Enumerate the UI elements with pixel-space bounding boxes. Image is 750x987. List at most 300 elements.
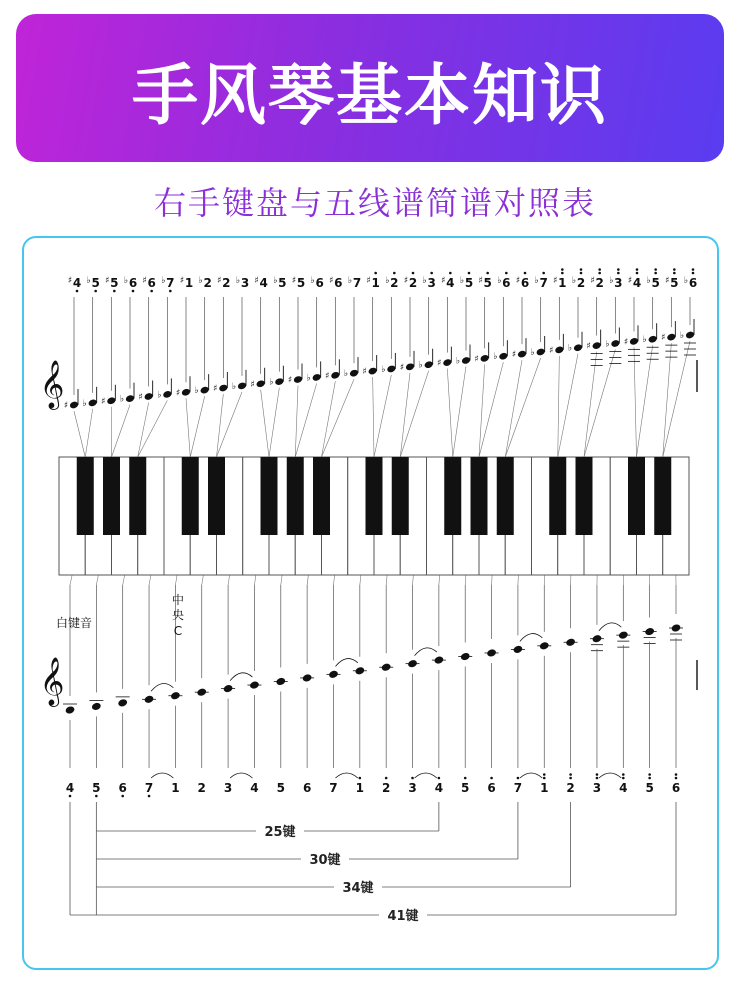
key-connector bbox=[74, 411, 85, 457]
octave-dot bbox=[385, 777, 388, 780]
key-connector bbox=[492, 575, 493, 585]
jianpu-number: 1 bbox=[355, 781, 365, 795]
note-accidental: ♯ bbox=[437, 358, 442, 369]
key-connector bbox=[558, 356, 560, 457]
accidental-label: ♯ bbox=[553, 276, 558, 286]
treble-clef-bottom-icon: 𝄞 bbox=[39, 656, 65, 705]
note-head bbox=[498, 352, 508, 361]
octave-dot bbox=[675, 777, 678, 780]
middle-c-label-3: C bbox=[173, 624, 183, 638]
jianpu-number: 2 bbox=[203, 276, 212, 290]
octave-dot bbox=[69, 795, 72, 798]
accidental-label: ♭ bbox=[347, 276, 353, 286]
key-connector bbox=[138, 403, 149, 457]
key-connector bbox=[228, 575, 230, 585]
tie-arc bbox=[520, 773, 542, 778]
accidental-label: ♭ bbox=[273, 276, 278, 286]
note-head bbox=[648, 335, 658, 344]
accidental-label: ♯ bbox=[441, 276, 446, 286]
jianpu-number: 5 bbox=[276, 781, 285, 795]
jianpu-number: 3 bbox=[614, 276, 623, 290]
octave-dot bbox=[121, 795, 124, 798]
jianpu-number: 5 bbox=[464, 276, 474, 290]
note-head bbox=[610, 339, 620, 348]
accidental-label: ♯ bbox=[329, 276, 334, 286]
octave-dot bbox=[449, 272, 452, 275]
jianpu-number: 5 bbox=[92, 781, 101, 795]
note-accidental: ♯ bbox=[213, 384, 218, 395]
jianpu-number: 4 bbox=[632, 276, 642, 290]
black-key bbox=[103, 457, 120, 535]
note-accidental: ♭ bbox=[567, 343, 573, 354]
octave-dot bbox=[517, 777, 520, 780]
jianpu-number: 5 bbox=[651, 276, 660, 290]
note-head bbox=[88, 398, 98, 407]
key-connector bbox=[505, 360, 522, 457]
note-accidental: ♯ bbox=[287, 375, 293, 386]
accidental-label: ♭ bbox=[422, 276, 427, 286]
note-head bbox=[405, 362, 415, 371]
accidental-label: ♭ bbox=[123, 276, 129, 286]
treble-clef-top-icon: 𝄞 bbox=[39, 359, 65, 408]
black-key bbox=[208, 457, 225, 535]
key-connector bbox=[374, 375, 391, 457]
black-key bbox=[287, 457, 304, 535]
note-head bbox=[293, 375, 303, 384]
octave-dot bbox=[486, 272, 489, 275]
accidental-label: ♭ bbox=[161, 276, 166, 286]
accidental-label: ♯ bbox=[67, 276, 73, 286]
jianpu-number: 7 bbox=[352, 276, 362, 290]
octave-dot bbox=[542, 272, 545, 275]
octave-dot bbox=[94, 290, 97, 293]
note-accidental: ♭ bbox=[269, 377, 274, 388]
black-key bbox=[129, 457, 146, 535]
jianpu-number: 3 bbox=[592, 781, 602, 795]
note-accidental: ♯ bbox=[511, 350, 517, 361]
octave-dot bbox=[617, 268, 620, 271]
jianpu-number: 6 bbox=[147, 276, 156, 290]
accidental-label: ♯ bbox=[142, 276, 147, 286]
octave-dot bbox=[692, 272, 695, 275]
jianpu-number: 2 bbox=[408, 276, 418, 290]
octave-dot bbox=[648, 777, 651, 780]
jianpu-number: 6 bbox=[487, 781, 496, 795]
note-head bbox=[91, 702, 102, 711]
jianpu-number: 5 bbox=[645, 781, 654, 795]
key-connector bbox=[254, 575, 255, 585]
tie-arc bbox=[230, 773, 252, 778]
octave-dot bbox=[148, 795, 151, 798]
key-connector bbox=[123, 575, 125, 585]
slur-arc bbox=[335, 659, 357, 667]
octave-dot bbox=[569, 777, 572, 780]
tie-arc bbox=[151, 773, 173, 778]
jianpu-number: 1 bbox=[558, 276, 567, 290]
key-connector bbox=[307, 575, 308, 585]
octave-dot bbox=[412, 272, 415, 275]
jianpu-number: 2 bbox=[576, 276, 586, 290]
key-connector bbox=[413, 575, 414, 585]
key-connector bbox=[112, 405, 131, 457]
key-connector bbox=[261, 390, 269, 457]
key-connector bbox=[479, 364, 485, 457]
note-head bbox=[442, 358, 452, 367]
jianpu-number: 2 bbox=[566, 781, 575, 795]
octave-dot bbox=[596, 773, 599, 776]
accidental-label: ♭ bbox=[86, 276, 91, 286]
octave-dot bbox=[76, 290, 79, 293]
note-accidental: ♯ bbox=[661, 333, 666, 344]
octave-dot bbox=[169, 290, 172, 293]
jianpu-number: 7 bbox=[144, 781, 154, 795]
note-head bbox=[312, 373, 322, 382]
key-connector bbox=[634, 347, 637, 457]
jianpu-number: 1 bbox=[171, 781, 180, 795]
octave-dot bbox=[673, 268, 676, 271]
accidental-label: ♯ bbox=[478, 276, 483, 286]
note-head bbox=[629, 337, 639, 346]
jianpu-number: 1 bbox=[184, 276, 194, 290]
black-key bbox=[471, 457, 488, 535]
octave-dot bbox=[654, 272, 657, 275]
key-connector bbox=[175, 575, 177, 585]
jianpu-number: 1 bbox=[371, 276, 380, 290]
black-key bbox=[497, 457, 514, 535]
note-accidental: ♭ bbox=[679, 331, 685, 341]
note-head bbox=[480, 354, 490, 363]
note-accidental: ♯ bbox=[474, 354, 479, 365]
note-head bbox=[237, 381, 247, 390]
slur-arc bbox=[151, 683, 173, 691]
jianpu-number: 6 bbox=[302, 781, 312, 795]
octave-dot bbox=[569, 773, 572, 776]
octave-dot bbox=[393, 272, 396, 275]
key-connector bbox=[558, 354, 578, 457]
black-key bbox=[261, 457, 278, 535]
accidental-label: ♯ bbox=[403, 276, 409, 286]
octave-dot bbox=[505, 272, 508, 275]
octave-dot bbox=[622, 773, 625, 776]
octave-dot bbox=[411, 777, 414, 780]
accidental-label: ♭ bbox=[683, 276, 689, 286]
key-range-label: 30键 bbox=[309, 853, 341, 868]
jianpu-number: 7 bbox=[513, 781, 523, 795]
key-connector bbox=[149, 575, 151, 585]
accidental-label: ♭ bbox=[235, 276, 241, 286]
key-range-label: 25键 bbox=[264, 825, 296, 840]
key-range-label: 41键 bbox=[387, 909, 419, 924]
key-connector bbox=[373, 377, 374, 457]
black-key bbox=[313, 457, 330, 535]
key-connector bbox=[269, 388, 279, 457]
jianpu-number: 3 bbox=[408, 781, 417, 795]
octave-dot bbox=[675, 773, 678, 776]
note-head bbox=[573, 343, 583, 352]
note-accidental: ♭ bbox=[493, 352, 498, 363]
jianpu-number: 5 bbox=[461, 781, 470, 795]
note-accidental: ♯ bbox=[623, 337, 629, 348]
jianpu-number: 6 bbox=[520, 276, 530, 290]
black-key bbox=[366, 457, 383, 535]
note-accidental: ♭ bbox=[530, 347, 535, 358]
banner-title: 手风琴基本知识 bbox=[132, 57, 608, 134]
key-connector bbox=[465, 575, 466, 585]
note-head bbox=[162, 390, 172, 399]
accidental-label: ♭ bbox=[198, 276, 203, 286]
octave-dot bbox=[580, 268, 583, 271]
note-accidental: ♭ bbox=[381, 364, 386, 375]
octave-dot bbox=[132, 290, 135, 293]
jianpu-number: 5 bbox=[670, 276, 679, 290]
note-accidental: ♯ bbox=[586, 341, 591, 352]
note-head bbox=[256, 379, 266, 388]
octave-dot bbox=[464, 777, 467, 780]
black-key bbox=[576, 457, 593, 535]
key-range-label: 34键 bbox=[342, 881, 374, 896]
black-key bbox=[444, 457, 461, 535]
jianpu-number: 4 bbox=[619, 781, 628, 795]
octave-dot bbox=[490, 777, 493, 780]
octave-dot bbox=[636, 268, 639, 271]
jianpu-number: 7 bbox=[166, 276, 175, 290]
octave-dot bbox=[596, 777, 599, 780]
octave-dot bbox=[598, 268, 601, 271]
accidental-label: ♭ bbox=[534, 276, 539, 286]
key-connector bbox=[322, 381, 336, 457]
black-key bbox=[654, 457, 671, 535]
accidental-label: ♯ bbox=[590, 276, 595, 286]
accidental-label: ♭ bbox=[459, 276, 465, 286]
octave-dot bbox=[654, 268, 657, 271]
key-connector bbox=[333, 575, 334, 585]
note-head bbox=[218, 384, 228, 393]
key-connector bbox=[322, 379, 355, 457]
octave-dot bbox=[374, 272, 377, 275]
octave-dot bbox=[543, 773, 546, 776]
octave-dot bbox=[524, 272, 527, 275]
note-head bbox=[517, 350, 527, 359]
note-head bbox=[65, 705, 76, 714]
jianpu-number: 6 bbox=[688, 276, 698, 290]
note-accidental: ♭ bbox=[119, 394, 125, 405]
key-connector bbox=[637, 345, 653, 457]
slur-arc bbox=[520, 634, 542, 642]
jianpu-number: 2 bbox=[381, 781, 391, 795]
note-head bbox=[330, 371, 340, 380]
middle-c-label-1: 中 bbox=[171, 593, 185, 607]
note-head bbox=[666, 333, 676, 342]
jianpu-number: 7 bbox=[329, 781, 338, 795]
accidental-label: ♭ bbox=[385, 276, 390, 286]
jianpu-number: 5 bbox=[91, 276, 100, 290]
jianpu-number: 2 bbox=[595, 276, 604, 290]
jianpu-number: 5 bbox=[110, 276, 119, 290]
octave-dot bbox=[692, 268, 695, 271]
note-accidental: ♭ bbox=[194, 386, 199, 397]
jianpu-number: 5 bbox=[278, 276, 287, 290]
note-head bbox=[106, 396, 116, 405]
jianpu-number: 6 bbox=[502, 276, 511, 290]
key-connector bbox=[584, 352, 597, 457]
note-accidental: ♭ bbox=[605, 339, 610, 350]
key-connector bbox=[453, 366, 466, 457]
note-head bbox=[424, 360, 434, 369]
key-connector bbox=[447, 369, 452, 457]
octave-dot bbox=[438, 777, 441, 780]
key-connector bbox=[479, 362, 503, 457]
jianpu-number: 4 bbox=[259, 276, 268, 290]
key-connector bbox=[386, 575, 387, 585]
accidental-label: ♯ bbox=[217, 276, 222, 286]
key-connector bbox=[360, 575, 361, 585]
key-connector bbox=[295, 383, 316, 457]
note-accidental: ♭ bbox=[343, 369, 349, 380]
note-head bbox=[200, 386, 210, 395]
octave-dot bbox=[468, 272, 471, 275]
accidental-label: ♯ bbox=[179, 276, 185, 286]
jianpu-number: 3 bbox=[223, 781, 233, 795]
page-subtitle: 右手键盘与五线谱简谱对照表 bbox=[153, 184, 596, 222]
note-head bbox=[368, 367, 378, 376]
black-key bbox=[77, 457, 94, 535]
note-head bbox=[536, 348, 546, 357]
octave-dot bbox=[543, 777, 546, 780]
slur-arc bbox=[599, 623, 621, 631]
jianpu-number: 2 bbox=[222, 276, 231, 290]
accidental-label: ♯ bbox=[627, 276, 633, 286]
octave-dot bbox=[622, 777, 625, 780]
note-head bbox=[592, 341, 602, 350]
key-connector bbox=[70, 575, 72, 585]
jianpu-number: 6 bbox=[671, 781, 681, 795]
note-accidental: ♯ bbox=[549, 345, 554, 356]
octave-dot bbox=[561, 268, 564, 271]
black-key bbox=[392, 457, 409, 535]
black-key bbox=[549, 457, 566, 535]
key-connector bbox=[96, 575, 98, 585]
white-key-sound-label: 白键音 bbox=[55, 616, 93, 630]
jianpu-number: 4 bbox=[65, 781, 75, 795]
key-connector bbox=[281, 575, 282, 585]
jianpu-number: 6 bbox=[128, 276, 138, 290]
key-connector bbox=[400, 373, 410, 457]
octave-dot bbox=[95, 795, 98, 798]
note-head bbox=[461, 356, 471, 365]
tie-arc bbox=[599, 773, 621, 778]
note-head bbox=[117, 698, 128, 707]
jianpu-number: 3 bbox=[427, 276, 436, 290]
key-connector bbox=[505, 358, 540, 457]
accidental-label: ♯ bbox=[366, 276, 371, 286]
octave-dot bbox=[636, 272, 639, 275]
octave-dot bbox=[430, 272, 433, 275]
octave-dot bbox=[580, 272, 583, 275]
jianpu-number: 6 bbox=[315, 276, 324, 290]
note-accidental: ♭ bbox=[642, 335, 647, 346]
slur-arc bbox=[415, 648, 437, 656]
accidental-label: ♯ bbox=[515, 276, 521, 286]
note-head bbox=[386, 364, 396, 373]
note-accidental: ♭ bbox=[231, 381, 237, 392]
note-accidental: ♯ bbox=[138, 392, 143, 403]
jianpu-number: 4 bbox=[446, 276, 455, 290]
tie-arc bbox=[335, 773, 357, 778]
octave-dot bbox=[113, 290, 116, 293]
key-connector bbox=[400, 371, 428, 457]
accidental-label: ♭ bbox=[646, 276, 651, 286]
jianpu-number: 1 bbox=[540, 781, 549, 795]
note-head bbox=[349, 369, 359, 378]
key-connector bbox=[202, 575, 204, 585]
note-accidental: ♯ bbox=[175, 388, 181, 399]
jianpu-number: 6 bbox=[118, 781, 127, 795]
jianpu-number: 5 bbox=[296, 276, 306, 290]
note-accidental: ♯ bbox=[325, 371, 330, 382]
jianpu-number: 3 bbox=[240, 276, 250, 290]
middle-c-label-2: 央 bbox=[171, 608, 185, 622]
note-accidental: ♭ bbox=[306, 373, 311, 384]
jianpu-number: 4 bbox=[434, 781, 444, 795]
jianpu-number: 5 bbox=[483, 276, 492, 290]
note-head bbox=[144, 392, 154, 401]
accidental-label: ♯ bbox=[291, 276, 297, 286]
octave-dot bbox=[648, 773, 651, 776]
octave-dot bbox=[617, 272, 620, 275]
jianpu-number: 6 bbox=[334, 276, 343, 290]
octave-dot bbox=[561, 272, 564, 275]
tie-arc bbox=[415, 773, 437, 778]
accidental-label: ♭ bbox=[497, 276, 502, 286]
jianpu-number: 4 bbox=[250, 781, 259, 795]
slur-arc bbox=[230, 673, 252, 681]
octave-dot bbox=[359, 777, 362, 780]
accidental-label: ♭ bbox=[609, 276, 614, 286]
note-head bbox=[69, 401, 79, 410]
note-accidental: ♭ bbox=[157, 390, 162, 401]
note-accidental: ♯ bbox=[362, 367, 367, 378]
note-accidental: ♯ bbox=[250, 379, 255, 390]
key-connector bbox=[85, 409, 92, 457]
accidental-label: ♯ bbox=[254, 276, 259, 286]
note-accidental: ♭ bbox=[418, 360, 423, 371]
octave-dot bbox=[598, 272, 601, 275]
accidental-label: ♭ bbox=[571, 276, 577, 286]
note-accidental: ♯ bbox=[63, 401, 69, 411]
note-head bbox=[554, 345, 564, 354]
jianpu-number: 2 bbox=[197, 781, 206, 795]
note-accidental: ♭ bbox=[455, 356, 461, 367]
accidental-label: ♭ bbox=[310, 276, 315, 286]
key-connector bbox=[190, 396, 204, 457]
accidental-label: ♯ bbox=[105, 276, 110, 286]
jianpu-number: 2 bbox=[390, 276, 399, 290]
jianpu-number: 7 bbox=[539, 276, 548, 290]
note-head bbox=[125, 394, 135, 403]
note-head bbox=[685, 331, 695, 340]
jianpu-number: 4 bbox=[72, 276, 82, 290]
key-connector bbox=[295, 386, 298, 457]
note-head bbox=[181, 388, 191, 397]
black-key bbox=[182, 457, 199, 535]
octave-dot bbox=[673, 272, 676, 275]
note-accidental: ♯ bbox=[399, 362, 405, 373]
key-connector bbox=[186, 398, 190, 457]
key-connector bbox=[138, 400, 168, 457]
black-key bbox=[628, 457, 645, 535]
octave-dot bbox=[150, 290, 153, 293]
accidental-label: ♯ bbox=[665, 276, 670, 286]
